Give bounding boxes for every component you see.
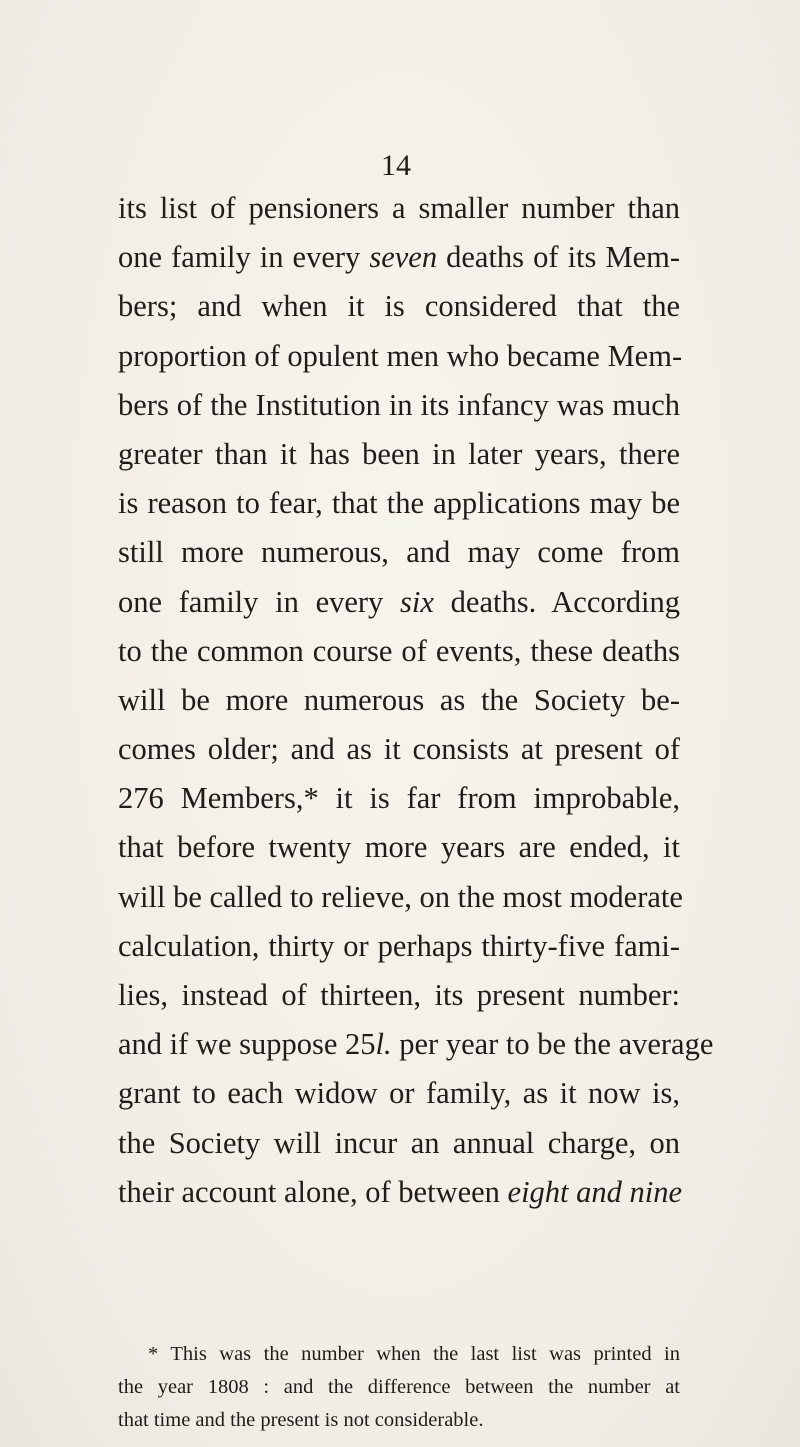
italic-text: eight and nine <box>507 1174 683 1209</box>
text-line <box>118 578 680 627</box>
text-run: and if we suppose 25 <box>118 1027 376 1062</box>
text-line <box>118 528 680 577</box>
text-run: calculation, thirty or perhaps thirty-five fami- <box>118 928 680 963</box>
text-run: their account alone, of between <box>118 1174 508 1209</box>
text-line <box>118 922 680 971</box>
text-run: one family in every <box>118 240 370 275</box>
text-line <box>118 774 680 823</box>
text-line <box>118 676 680 725</box>
text-run: its list of pensioners a smaller number than <box>118 191 680 225</box>
text-line <box>118 971 680 1020</box>
italic-text: six <box>400 584 434 619</box>
text-line <box>118 282 680 331</box>
text-run: still more numerous, and may come from <box>118 535 680 570</box>
body-text <box>118 184 714 1217</box>
text-line <box>118 725 680 774</box>
text-run: proportion of opulent men who became Mem- <box>118 338 683 373</box>
italic-text: seven <box>369 240 438 275</box>
text-run: lies, instead of thirteen, its present number: <box>118 978 680 1012</box>
text-run: to the common course of events, these deaths <box>118 633 680 668</box>
text-line <box>118 381 680 430</box>
text-run: one family in every <box>118 584 401 619</box>
text-line <box>118 430 680 479</box>
footnote-line: that time and the present is not considerable. <box>118 1409 484 1431</box>
text-run: is reason to fear, that the applications may be <box>118 486 680 521</box>
text-run: comes older; and as it consists at present of <box>118 732 680 767</box>
text-run: bers; and when it is considered that the <box>118 289 680 324</box>
text-line <box>118 873 683 922</box>
text-line <box>118 233 680 282</box>
text-run: that before twenty more years are ended, it <box>118 830 680 865</box>
text-line <box>118 823 680 872</box>
footnote <box>118 1338 680 1437</box>
text-run: greater than it has been in later years, there <box>118 436 680 471</box>
italic-text: l. <box>375 1027 392 1062</box>
page-number: 14 <box>381 149 411 182</box>
text-run: 276 Members,* it is far from improbable, <box>118 781 680 816</box>
text-run: per year to be the average <box>391 1027 714 1062</box>
text-line <box>118 1020 714 1069</box>
text-line <box>118 1168 683 1217</box>
text-line <box>118 184 680 233</box>
text-run: grant to each widow or family, as it now is, <box>118 1076 680 1111</box>
text-run: the Society will incur an annual charge, on <box>118 1125 680 1160</box>
text-line <box>118 1069 680 1118</box>
text-line <box>118 627 680 676</box>
text-run: deaths of its Mem- <box>437 240 680 275</box>
text-line <box>118 1119 680 1168</box>
footnote-line: the year 1808 : and the difference between the number at <box>118 1376 680 1398</box>
text-line <box>118 332 683 381</box>
text-line <box>118 479 680 528</box>
text-run: will be called to relieve, on the most moderate <box>118 879 683 914</box>
text-run: deaths. According <box>433 584 680 619</box>
footnote-line: * This was the number when the last list was printed in <box>148 1343 680 1365</box>
text-run: will be more numerous as the Society be- <box>118 682 680 717</box>
text-run: bers of the Institution in its infancy was much <box>118 387 680 422</box>
